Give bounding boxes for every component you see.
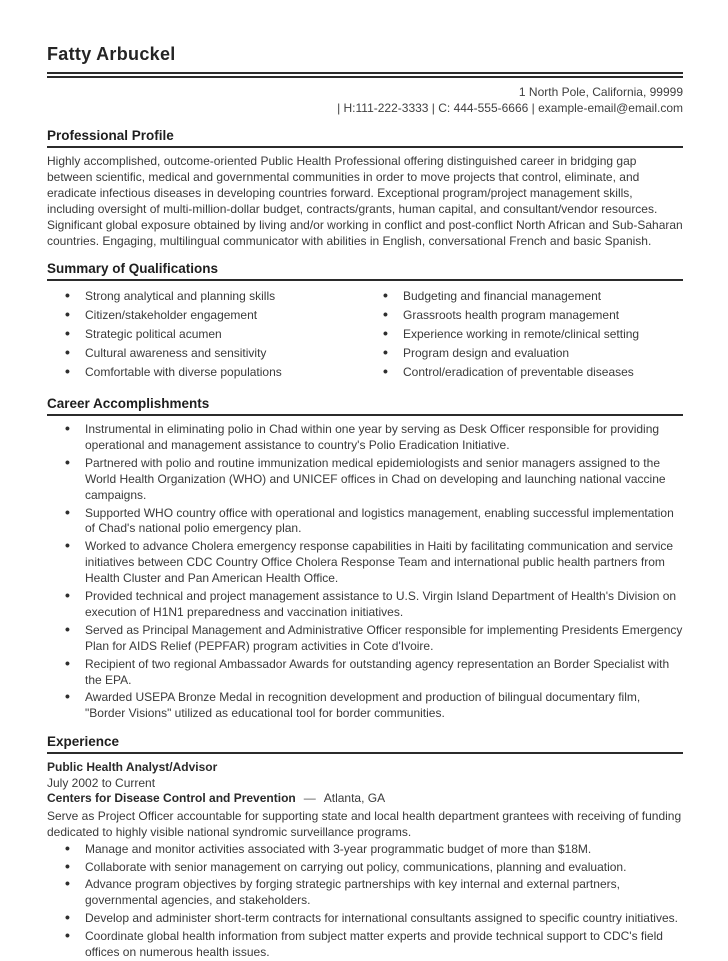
list-item: • Supported WHO country office with operational and logistics management, enabling successful implementation of Chad's national polio emergency plan. (47, 506, 683, 538)
list-item: • Advance program objectives by forging strategic partnerships with key internal and external partners, governmental agencies, and stakeholders. (47, 877, 683, 909)
section-career-accomplishments (47, 396, 683, 722)
section-heading-summary-of-qualifications: Summary of Qualifications (47, 261, 683, 281)
section-heading-professional-profile: Professional Profile (47, 128, 683, 148)
job-date-range: July 2002 to Current (47, 775, 156, 790)
list-item: • Recipient of two regional Ambassador Awards for outstanding agency representation an Border Specialist with the EPA. (47, 657, 683, 689)
company-location: Atlanta, GA (323, 791, 386, 806)
contact-block (47, 85, 683, 116)
list-item: • Worked to advance Cholera emergency response capabilities in Haiti by facilitating communication and service initiatives between CDC Country Office Cholera Response Team and international public health partners from Health Cluster and Pan American Health Office. (47, 539, 683, 587)
section-summary-of-qualifications (47, 261, 683, 384)
list-item: • Manage and monitor activities associated with 3-year programmatic budget of more than $18M. (47, 842, 683, 858)
job-summary: Serve as Project Officer accountable for supporting state and local health department grantees with receiving of funding dedicated to highly visible national syndromic surveillance programs. (47, 808, 682, 839)
section-heading-career-accomplishments: Career Accomplishments (47, 396, 683, 416)
list-item: • Instrumental in eliminating polio in Chad within one year by serving as Desk Officer responsible for providing operational and management assistance to country's Polio Eradication Initiative. (47, 422, 683, 454)
list-item: • Develop and administer short-term contracts for international consultants assigned to specific country initiatives. (47, 911, 683, 927)
qualifications-left-column (47, 287, 365, 384)
job-title: Public Health Analyst/Advisor (47, 760, 218, 775)
list-item: • Control/eradication of preventable diseases (365, 365, 683, 381)
candidate-name: Fatty Arbuckel (47, 44, 176, 64)
list-item: • Program design and evaluation (365, 346, 683, 362)
list-item: • Strategic political acumen (47, 327, 365, 343)
list-item: • Coordinate global health information from subject matter experts and provide technical support to CDC's field offices on numerous health issues. (47, 929, 683, 961)
contact-address: 1 North Pole, California, 99999 (518, 85, 683, 99)
list-item: • Provided technical and project management assistance to U.S. Virgin Island Department of Health's Division on execution of H1N1 preparedness and vaccination initiatives. (47, 589, 683, 621)
header-divider (47, 72, 683, 78)
profile-paragraph: Highly accomplished, outcome-oriented Public Health Professional offering distinguished career in bridging gap between scientific, medical and governmental communities in order to move projects that control, eliminate, and eradicate infectious diseases in developing countries forward. Exceptional program/project management skills, including oversight of multi-million-dollar budget, contracts/grants, human capital, and consultant/vendor resources. Significant global exposure obtained by living and/or working in conflict and post-conflict North African and Sub-Saharan countries. Engaging, multilingual communicator with abilities in English, conversational French and basic Spanish. (47, 154, 683, 248)
list-item: • Citizen/stakeholder engagement (47, 308, 365, 324)
section-professional-profile (47, 128, 683, 249)
list-item: • Awarded USEPA Bronze Medal in recognition development and production of bilingual documentary film, "Border Visions" utilized as educational tool for border communities. (47, 690, 683, 722)
list-item: • Collaborate with senior management on carrying out policy, communications, planning and evaluation. (47, 860, 683, 876)
list-item: • Comfortable with diverse populations (47, 365, 365, 381)
list-item: • Cultural awareness and sensitivity (47, 346, 365, 362)
contact-phones-email: | H:111-222-3333 | C: 444-555-6666 | example-email@email.com (337, 100, 683, 115)
list-item: • Grassroots health program management (365, 308, 683, 324)
list-item: • Partnered with polio and routine immunization medical epidemiologists and senior managers assigned to the World Health Organization (WHO) and UNICEF offices in Chad on developing and launching national vaccine campaigns. (47, 456, 683, 504)
list-item: • Strong analytical and planning skills (47, 289, 365, 305)
qualifications-columns (47, 287, 683, 384)
company-line (47, 791, 683, 807)
list-item: • Budgeting and financial management (365, 289, 683, 305)
section-heading-experience: Experience (47, 734, 683, 754)
company-name: Centers for Disease Control and Prevention (47, 791, 296, 806)
section-experience (47, 734, 683, 961)
list-item: • Experience working in remote/clinical setting (365, 327, 683, 343)
qualifications-right-column (365, 287, 683, 384)
list-item: • Served as Principal Management and Administrative Officer responsible for implementing Presidents Emergency Plan for AIDS Relief (PEPFAR) program activities in Cote d'Ivoire. (47, 623, 683, 655)
company-location-separator: — (303, 791, 316, 806)
